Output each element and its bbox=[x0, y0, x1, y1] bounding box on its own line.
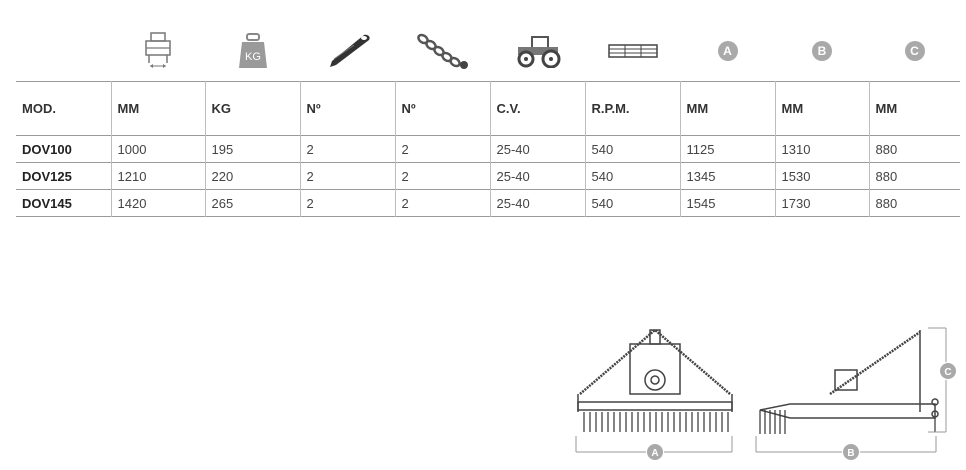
mower-side-view-diagram bbox=[750, 322, 962, 464]
blade-icon bbox=[300, 26, 395, 76]
table-cell: 880 bbox=[875, 195, 898, 211]
table-cell: 1310 bbox=[775, 136, 869, 163]
table-header-row bbox=[16, 82, 960, 136]
table-cell: 880 bbox=[875, 141, 898, 157]
tractor-icon bbox=[490, 26, 585, 76]
spec-table bbox=[16, 81, 960, 217]
header-dim-a-mm: MM bbox=[680, 82, 775, 136]
header-chains-no: Nº bbox=[395, 82, 490, 136]
dimension-b-label: B bbox=[847, 448, 855, 459]
weight-kg-icon bbox=[205, 26, 300, 76]
table-cell: 1125 bbox=[680, 136, 775, 163]
svg-text:KG: KG bbox=[244, 51, 261, 63]
mounting-frame-icon bbox=[111, 26, 205, 76]
table-cell: 2 bbox=[395, 190, 490, 217]
chain-icon bbox=[395, 26, 490, 76]
table-cell: 25-40 bbox=[490, 136, 585, 163]
header-width-mm: MM bbox=[111, 82, 205, 136]
header-blades-no: Nº bbox=[300, 82, 395, 136]
dimension-c-label: C bbox=[944, 367, 952, 378]
table-cell: 2 bbox=[395, 163, 490, 190]
table-cell: 2 bbox=[300, 163, 395, 190]
table-cell: 265 bbox=[205, 190, 300, 217]
header-rpm: R.P.M. bbox=[585, 82, 680, 136]
table-cell: 540 bbox=[585, 136, 680, 163]
table-cell: 25-40 bbox=[490, 190, 585, 217]
header-dim-b-mm: MM bbox=[775, 82, 869, 136]
table-row bbox=[16, 163, 960, 190]
dimension-a-label: A bbox=[651, 448, 659, 459]
table-cell: DOV145 bbox=[16, 190, 111, 217]
table-cell: 1730 bbox=[775, 190, 869, 217]
table-cell: 1545 bbox=[680, 190, 775, 217]
table-cell: DOV125 bbox=[16, 163, 111, 190]
header-hp: C.V. bbox=[490, 82, 585, 136]
spec-icon-row bbox=[16, 26, 960, 76]
table-cell: 1530 bbox=[775, 163, 869, 190]
table-cell: 1210 bbox=[111, 163, 205, 190]
table-cell: 2 bbox=[300, 190, 395, 217]
dimension-c-icon: C bbox=[869, 26, 960, 76]
pto-shaft-icon bbox=[585, 26, 680, 76]
header-dim-c-mm: MM bbox=[875, 101, 898, 116]
table-row bbox=[16, 190, 960, 217]
table-cell: 540 bbox=[585, 163, 680, 190]
table-cell: 540 bbox=[585, 190, 680, 217]
table-cell: 195 bbox=[205, 136, 300, 163]
table-cell: 880 bbox=[875, 168, 898, 184]
table-cell: 1345 bbox=[680, 163, 775, 190]
table-cell: 1000 bbox=[111, 136, 205, 163]
dimension-b-icon: B bbox=[775, 26, 869, 76]
table-cell: 25-40 bbox=[490, 163, 585, 190]
header-weight-kg: KG bbox=[205, 82, 300, 136]
table-cell: 220 bbox=[205, 163, 300, 190]
table-row bbox=[16, 136, 960, 163]
mower-front-view-diagram bbox=[570, 322, 740, 464]
table-cell: 2 bbox=[395, 136, 490, 163]
table-cell: 1420 bbox=[111, 190, 205, 217]
table-cell: DOV100 bbox=[16, 136, 111, 163]
dimension-a-icon: A bbox=[680, 26, 775, 76]
table-cell: 2 bbox=[300, 136, 395, 163]
header-model: MOD. bbox=[16, 82, 111, 136]
